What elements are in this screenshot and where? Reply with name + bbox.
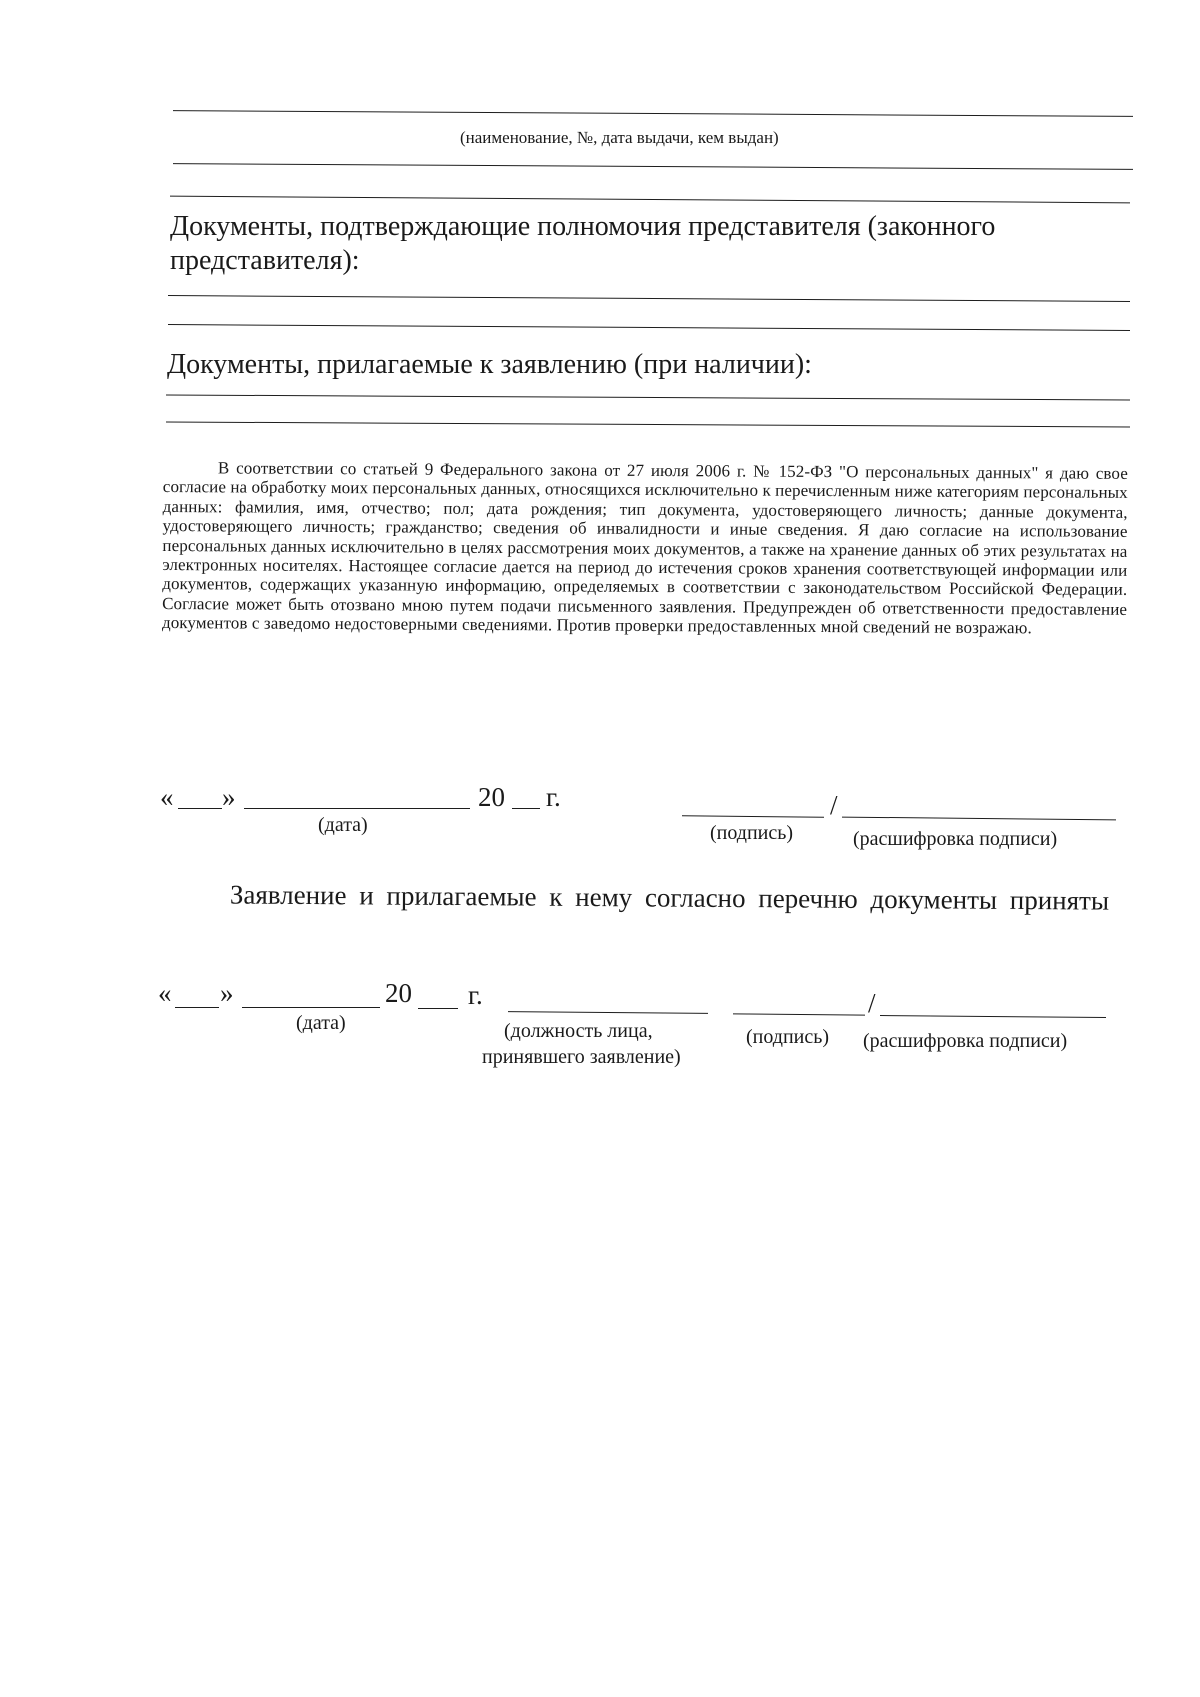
acceptance-statement: Заявление и прилагаемые к нему согласно перечню документы приняты	[229, 879, 1110, 916]
signature-slash: /	[868, 988, 876, 1018]
year-century: 20	[385, 978, 412, 1008]
fill-line	[173, 110, 1133, 117]
day-fill-line	[178, 808, 222, 809]
signature-caption: (подпись)	[746, 1026, 830, 1048]
signature-slash: /	[830, 790, 838, 820]
fill-line	[168, 324, 1130, 331]
signature-caption: (подпись)	[710, 822, 794, 844]
personal-data-consent-paragraph: В соответствии со статьей 9 Федерального закона от 27 июля 2006 г. № 152-ФЗ "О персональных данных" я даю свое согласие на обработку моих персональных данных, относящихся исключительно к перечисленным ниже категориям персональных данных: фамилия, имя, отчество; пол; дата рождения; тип документа, удостоверяющего личность; данные документа, удостоверяющего личность; гражданство; сведения об инвалидности и иные сведения. Я даю согласие на использование персональных данных исключительно в целях рассмотрения моих документов, а также на хранение данных об этих результатах на электронных носителях. Настоящее согласие дается на период до истечения сроков хранения соответствующей информации или документов, содержащих указанную информацию, определяемых в соответствии с законодательством Российской Федерации. Согласие может быть отозвано мною путем подачи письменного заявления. Предупрежден об ответственности предоставление документов с заведомо недостоверными сведениями. Против проверки предоставленных мной сведений не возражаю.	[161, 458, 1128, 638]
day-quote-close: »	[220, 978, 234, 1008]
day-quote-open: «	[160, 782, 174, 812]
fill-line	[166, 394, 1130, 400]
decoding-caption: (расшифровка подписи)	[853, 828, 1058, 850]
id-document-caption: (наименование, №, дата выдачи, кем выдан)	[460, 128, 779, 147]
decoding-fill-line	[880, 1015, 1106, 1018]
fill-line	[168, 295, 1130, 302]
year-fill-line	[418, 1008, 458, 1009]
decoding-caption: (расшифровка подписи)	[863, 1030, 1068, 1052]
representative-documents-heading: Документы, подтверждающие полномочия представителя (законного представителя):	[170, 211, 996, 276]
date-caption: (дата)	[296, 1012, 346, 1034]
date-caption: (дата)	[318, 814, 368, 836]
year-century: 20	[478, 782, 505, 812]
year-suffix: г.	[546, 782, 561, 812]
month-fill-line	[244, 808, 470, 809]
position-caption-line1: (должность лица,	[504, 1020, 653, 1042]
fill-line	[166, 421, 1130, 427]
position-fill-line	[508, 1011, 708, 1014]
year-fill-line	[512, 808, 540, 809]
position-caption-line2: принявшего заявление)	[482, 1046, 681, 1068]
day-quote-open: «	[158, 978, 172, 1008]
day-fill-line	[175, 1007, 219, 1008]
attachments-heading: Документы, прилагаемые к заявлению (при наличии):	[167, 349, 812, 380]
signature-fill-line	[733, 1013, 865, 1015]
fill-line	[170, 196, 1130, 204]
month-fill-line	[242, 1007, 380, 1008]
decoding-fill-line	[842, 817, 1116, 821]
day-quote-close: »	[222, 782, 236, 812]
year-suffix: г.	[468, 980, 483, 1010]
fill-line	[173, 163, 1133, 170]
signature-fill-line	[682, 815, 824, 817]
